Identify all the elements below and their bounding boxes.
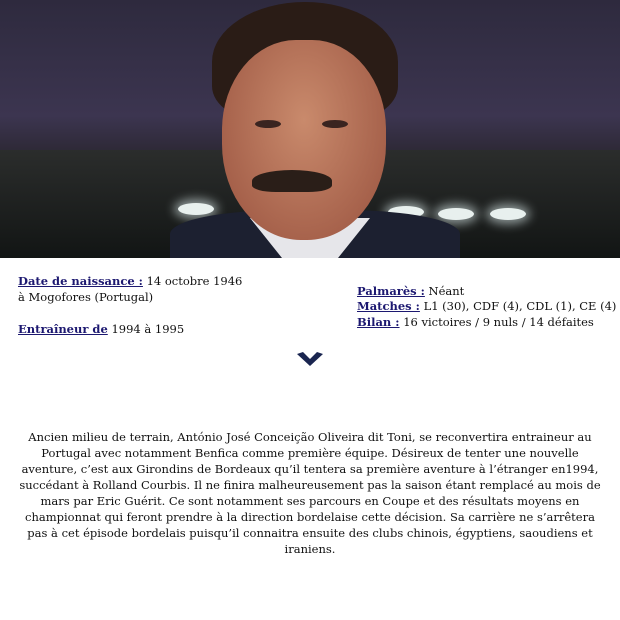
eye <box>322 120 348 128</box>
matches-value: L1 (30), CDF (4), CDL (1), CE (4) <box>423 299 617 313</box>
bilan-value: 16 victoires / 9 nuls / 14 défaites <box>403 315 594 329</box>
palmares-info <box>357 283 464 299</box>
coach-info <box>18 321 184 337</box>
stadium-light <box>490 208 526 220</box>
palmares-value: Néant <box>428 284 465 298</box>
coach-photo <box>0 0 620 258</box>
stadium-light <box>178 203 214 215</box>
matches-info <box>357 298 616 314</box>
birth-label: Date de naissance : <box>18 274 143 288</box>
bilan-info <box>357 314 594 330</box>
chevron-down-icon[interactable] <box>297 352 323 371</box>
eye <box>255 120 281 128</box>
matches-label: Matches : <box>357 299 420 313</box>
coach-value: 1994 à 1995 <box>111 322 185 336</box>
birth-info <box>18 273 248 305</box>
face <box>222 40 386 240</box>
biography-text: Ancien milieu de terrain, António José Conceição Oliveira dit Toni, se reconvertira entraineur au Portugal avec notamment Benfica comme première équipe. Désireux de tenter une nouvelle aventure, c’est aux Girondins de Bordeaux qu’il tentera sa première aventure à l’étranger en1994, succédant à Rolland Courbis. Il ne finira malheureusement pas la saison étant remplacé au mois de mars par Eric Guérit. Ce sont notamment ses parcours en Coupe et des résultats moyens en championnat qui feront prendre à la direction bordelaise cette décision. Sa carrière ne s’arrêtera pas à cet épisode bordelais puisqu’il connaitra ensuite des clubs chinois, égyptiens, saoudiens et iraniens. <box>19 430 601 556</box>
birth-value: 14 octobre 1946 à Mogofores (Portugal) <box>18 274 243 304</box>
coach-label: Entraîneur de <box>18 322 108 336</box>
bilan-label: Bilan : <box>357 315 400 329</box>
palmares-label: Palmarès : <box>357 284 425 298</box>
moustache <box>252 170 332 192</box>
stadium-light <box>438 208 474 220</box>
